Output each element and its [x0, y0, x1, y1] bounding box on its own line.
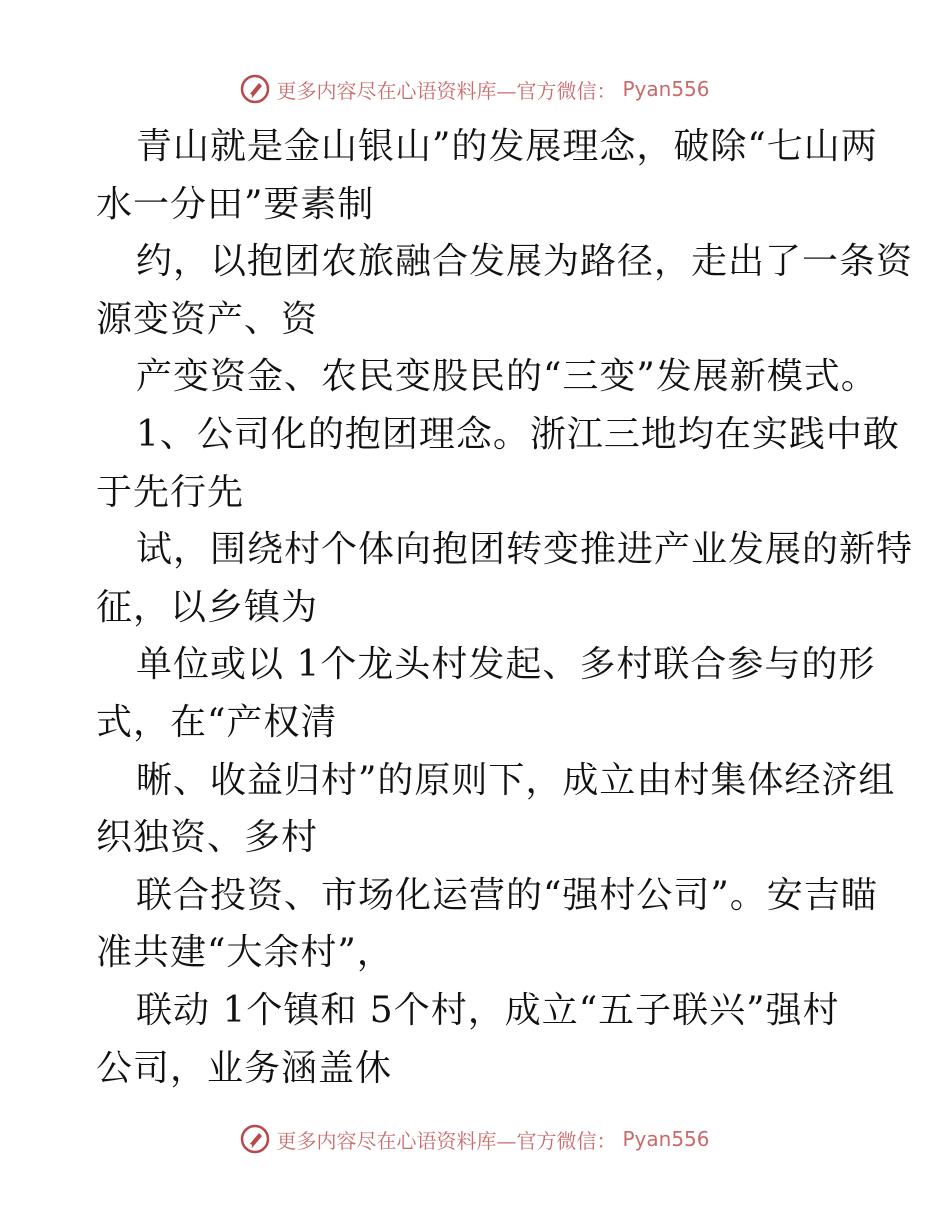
text-line: 征，以乡镇为 — [96, 586, 319, 628]
text-line: 联动 1个镇和 5个村，成立“五子联兴”强村 — [136, 989, 840, 1031]
text-line: 准共建“大余村”， — [96, 932, 394, 974]
text-line: 源变资产、资 — [96, 298, 319, 340]
text-line: 联合投资、市场化运营的“强村公司”。安吉瞄 — [136, 874, 878, 916]
text-line: 约，以抱团农旅融合发展为路径，走出了一条资 — [136, 241, 914, 283]
watermark-text: 更多内容尽在心语资料库—官方微信： — [276, 1128, 617, 1153]
watermark-text: 更多内容尽在心语资料库—官方微信： — [276, 78, 617, 103]
watermark-wechat-id: Pyan556 — [622, 77, 710, 101]
pen-logo-icon — [240, 1124, 270, 1154]
document-body — [96, 118, 914, 1097]
text-line: 产变资金、农民变股民的“三变”发展新模式。 — [136, 356, 878, 398]
text-line: 水一分田”要素制 — [96, 183, 375, 225]
text-line: 公司，业务涵盖休 — [96, 1047, 393, 1089]
text-line: 1、公司化的抱团理念。浙江三地均在实践中敢 — [136, 413, 900, 455]
watermark-wechat-id: Pyan556 — [622, 1127, 710, 1151]
pen-logo-icon — [240, 74, 270, 104]
text-line: 试，围绕村个体向抱团转变推进产业发展的新特 — [136, 529, 914, 571]
text-line: 晰、收益归村”的原则下，成立由村集体经济组 — [136, 759, 896, 801]
text-line: 式，在“产权清 — [96, 701, 338, 743]
text-line: 于先行先 — [96, 471, 245, 513]
text-line: 单位或以 1个龙头村发起、多村联合参与的形 — [136, 644, 876, 686]
footer-watermark — [0, 1124, 950, 1154]
text-line: 青山就是金山银山”的发展理念，破除“七山两 — [136, 126, 878, 167]
text-line: 织独资、多村 — [96, 817, 319, 859]
header-watermark — [0, 74, 950, 104]
